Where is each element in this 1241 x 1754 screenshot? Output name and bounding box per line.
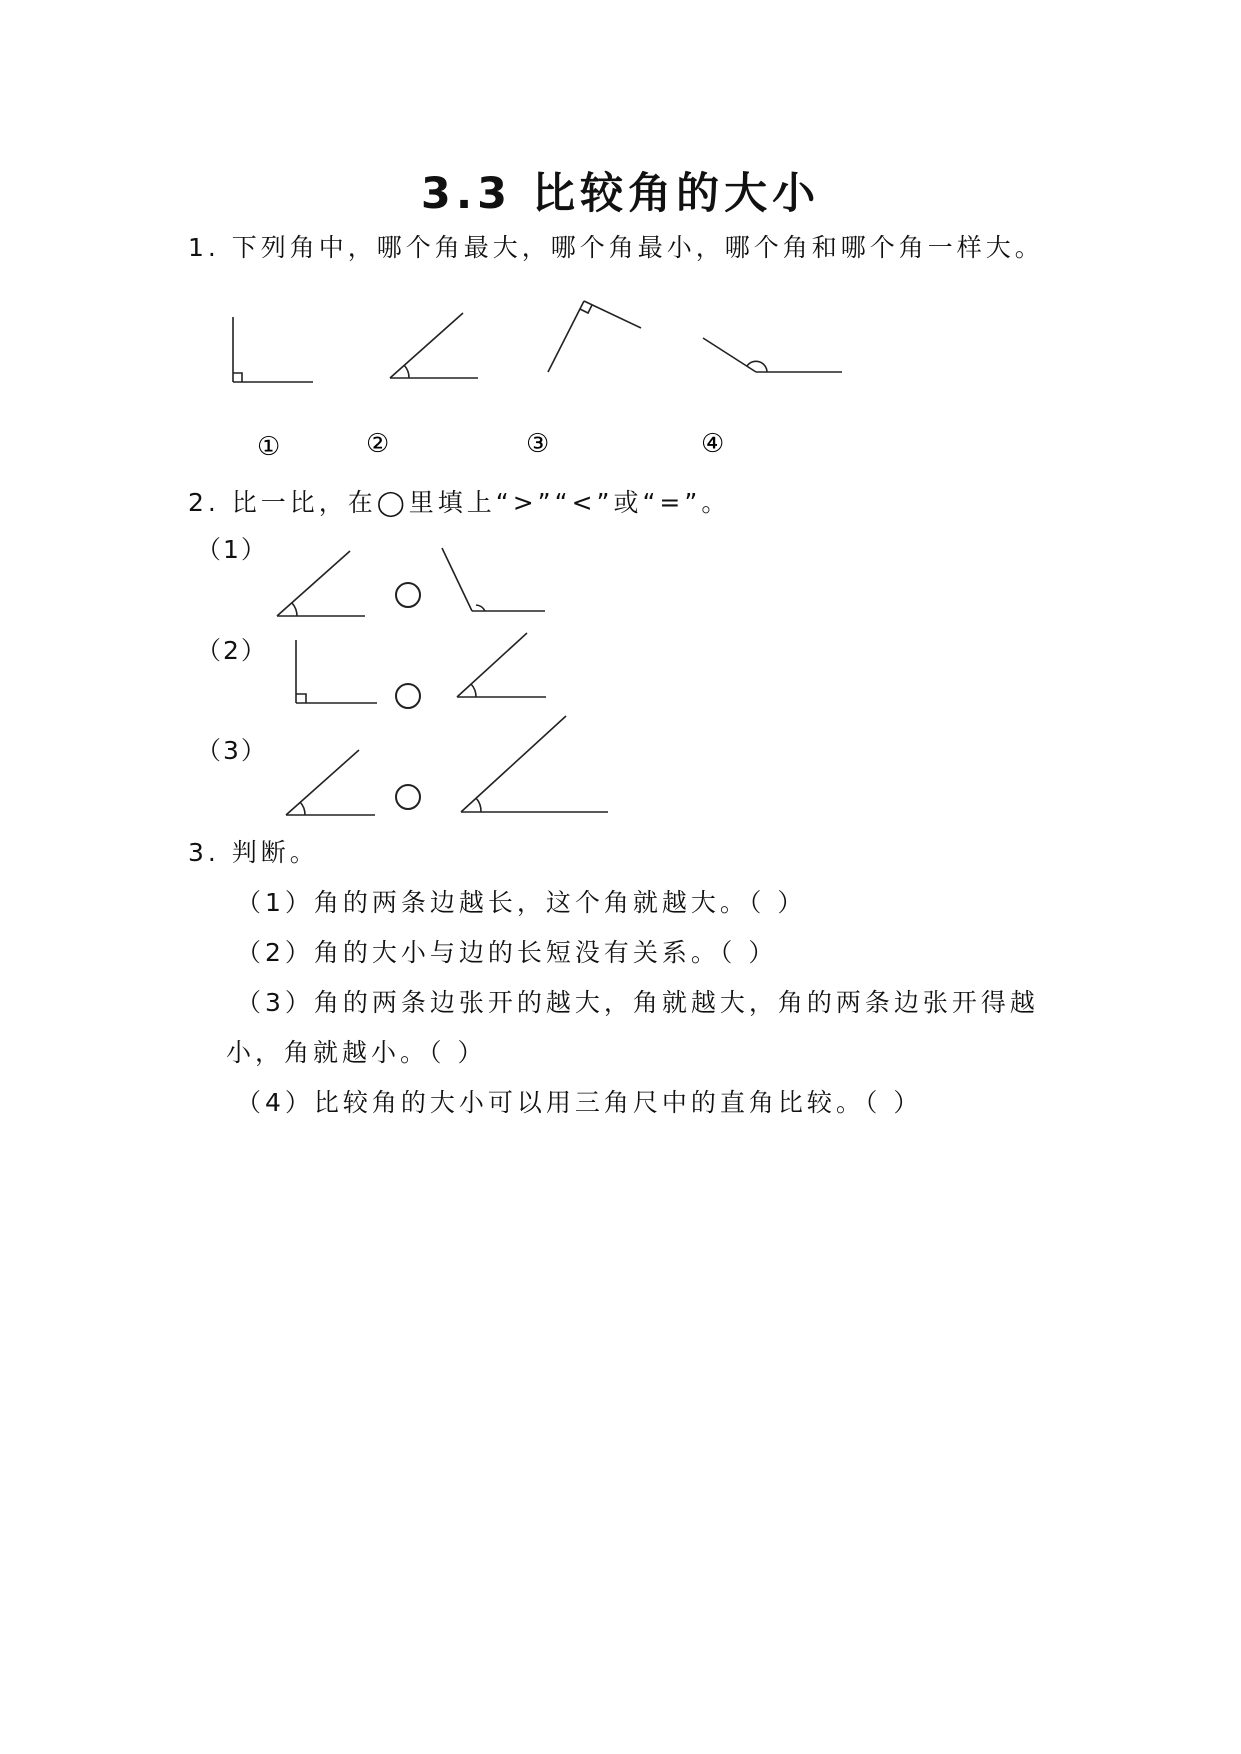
q3-item-1: （1）角的两条边越长，这个角就越大。（ ）: [236, 888, 807, 917]
q3-prompt: 3. 判断。: [188, 838, 319, 867]
q3-item-4: （4）比较角的大小可以用三角尺中的直角比较。（ ）: [236, 1088, 923, 1117]
q2-item-2-compare-circle[interactable]: [396, 684, 420, 708]
q2-item-3-right-angle: [461, 716, 608, 812]
q3-item-3-continued: 小，角就越小。（ ）: [226, 1038, 487, 1067]
q1-label-4: ④: [701, 429, 725, 459]
q2-item-3-left-angle: [286, 750, 375, 815]
q1-label-2: ②: [366, 429, 390, 459]
q1-angle-2: [390, 313, 478, 378]
q1-angle-3: [548, 301, 641, 372]
q1-label-3: ③: [526, 429, 550, 459]
q2-prompt: 2. 比一比，在◯里填上“>”“<”或“=”。: [188, 488, 731, 517]
q3-item-2: （2）角的大小与边的长短没有关系。（ ）: [236, 938, 778, 967]
page-title: 3.3 比较角的大小: [420, 169, 821, 219]
q3-item-3: （3）角的两条边张开的越大，角就越大，角的两条边张开得越: [236, 988, 1039, 1017]
q2-item-1-left-angle: [277, 551, 365, 616]
q2-item-1-label: （1）: [196, 535, 268, 564]
q2-item-1-right-angle: [442, 548, 545, 611]
q1-label-1: ①: [257, 432, 281, 462]
q1-angle-4: [703, 338, 842, 372]
q2-item-1-compare-circle[interactable]: [396, 583, 420, 607]
q2-item-2-label: （2）: [196, 636, 268, 665]
q2-item-3-label: （3）: [196, 736, 268, 765]
q1-angle-1: [233, 317, 313, 382]
q2-item-3-compare-circle[interactable]: [396, 785, 420, 809]
q1-prompt: 1. 下列角中，哪个角最大，哪个角最小，哪个角和哪个角一样大。: [188, 233, 1044, 262]
q2-item-2-left-angle: [296, 640, 377, 703]
q2-item-2-right-angle: [457, 633, 546, 697]
